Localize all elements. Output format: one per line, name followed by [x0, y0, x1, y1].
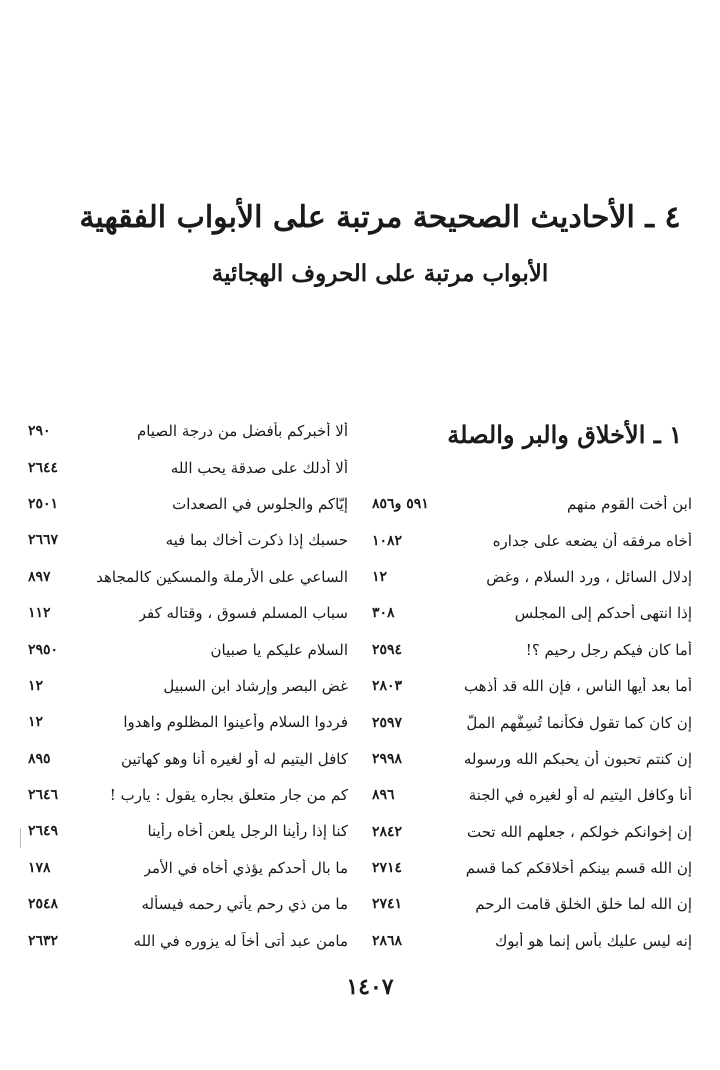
hadith-incipit: كافل اليتيم له أو لغيره أنا وهو كهاتين	[121, 749, 348, 768]
index-column-right	[372, 486, 692, 959]
hadith-incipit: إن إخوانكم خولكم ، جعلهم الله تحت	[467, 822, 692, 841]
page-number: ١٤٠٧	[346, 974, 394, 1000]
index-entry	[372, 741, 692, 777]
hadith-incipit: إدلال السائل ، ورد السلام ، وغض	[486, 567, 692, 586]
index-entry	[372, 486, 692, 522]
hadith-incipit: ما من ذي رحم يأتي رحمه فيسأله	[141, 895, 348, 914]
index-entry	[372, 632, 692, 668]
hadith-number: ٢٥٤٨	[28, 896, 59, 913]
hadith-incipit: كم من جار متعلق بجاره يقول : يارب !	[109, 786, 348, 805]
index-entry	[28, 813, 348, 849]
hadith-incipit: إن كان كما تقول فكأنما تُسِفُّهم الملَّ	[466, 713, 692, 732]
index-column-left	[28, 413, 348, 959]
hadith-incipit: كنا إذا رأينا الرجل يلعن أخاه رأينا	[147, 822, 348, 841]
hadith-incipit: إذا انتهى أحدكم إلى المجلس	[514, 604, 692, 623]
index-entry	[372, 814, 692, 850]
index-entry	[28, 413, 348, 449]
hadith-incipit: إن كنتم تحبون أن يحبكم الله ورسوله	[463, 749, 692, 768]
index-entry	[28, 777, 348, 813]
hadith-number: ٢٦٤٤	[28, 459, 59, 476]
hadith-number: ٢٦٦٧	[28, 532, 59, 549]
index-entry	[28, 850, 348, 886]
index-entry	[372, 595, 692, 631]
hadith-number: ٢٦٤٦	[28, 787, 59, 804]
hadith-number: ٨٩٦	[372, 787, 395, 804]
hadith-number: ٢٨٦٨	[372, 932, 403, 949]
hadith-number: ٢٩٥٠	[28, 641, 59, 658]
index-entry	[372, 923, 692, 959]
index-entry	[28, 704, 348, 740]
index-entry	[28, 886, 348, 922]
hadith-number: ٢٨٠٣	[372, 678, 403, 695]
hadith-incipit: ألا أدلك على صدقة يحب الله	[170, 458, 348, 477]
hadith-incipit: السلام عليكم يا صبيان	[210, 640, 348, 659]
index-entry	[28, 922, 348, 958]
index-entry	[28, 486, 348, 522]
index-entry	[28, 522, 348, 558]
index-entry	[28, 631, 348, 667]
hadith-incipit: الساعي على الأرملة والمسكين كالمجاهد	[96, 567, 348, 586]
index-entry	[372, 850, 692, 886]
hadith-number: ٢٦٣٢	[28, 932, 59, 949]
hadith-number: ١٢	[28, 677, 44, 694]
hadith-incipit: إيّاكم والجلوس في الصعدات	[172, 494, 348, 513]
hadith-number: ١٠٨٢	[372, 532, 403, 549]
margin-mark	[20, 828, 21, 848]
page-title: ٤ ـ الأحاديث الصحيحة مرتبة على الأبواب الفقهية	[79, 200, 681, 235]
hadith-incipit: أما كان فيكم رجل رحيم ؟!	[525, 640, 692, 659]
hadith-incipit: أنا وكافل اليتيم له أو لغيره في الجنة	[468, 786, 692, 805]
hadith-incipit: حسبك إذا ذكرت أخاك بما فيه	[165, 531, 348, 550]
page-subtitle: الأبواب مرتبة على الحروف الهجائية	[211, 260, 549, 287]
hadith-incipit: سباب المسلم فسوق ، وقتاله كفر	[138, 604, 348, 623]
hadith-incipit: أخاه مرفقه أن يضعه على جداره	[492, 531, 692, 550]
index-entry	[372, 777, 692, 813]
hadith-incipit: إن الله قسم بينكم أخلاقكم كما قسم	[465, 859, 692, 878]
index-entry	[372, 886, 692, 922]
hadith-incipit: ابن أخت القوم منهم	[566, 495, 692, 514]
hadith-number: ٢٧١٤	[372, 860, 403, 877]
hadith-incipit: مامن عبد أتى أخاً له يزوره في الله	[133, 931, 348, 950]
index-entry	[372, 559, 692, 595]
hadith-number: ٢٦٤٩	[28, 823, 59, 840]
hadith-incipit: ألا أخبركم بأفضل من درجة الصيام	[136, 422, 348, 441]
hadith-incipit: إنه ليس عليك بأس إنما هو أبوك	[494, 931, 692, 950]
hadith-number: ٥٩١ و٨٥٦	[372, 496, 429, 513]
hadith-incipit: ما بال أحدكم يؤذي أخاه في الأمر	[143, 858, 348, 877]
hadith-number: ١٢	[28, 714, 44, 731]
hadith-number: ٢٩٠	[28, 423, 51, 440]
hadith-number: ٨٩٧	[28, 568, 51, 585]
hadith-number: ٢٥٩٧	[372, 714, 403, 731]
index-entry	[28, 449, 348, 485]
hadith-incipit: أما بعد أيها الناس ، فإن الله قد أذهب	[463, 677, 692, 696]
index-entry	[28, 668, 348, 704]
hadith-number: ٢٥٠١	[28, 495, 59, 512]
hadith-number: ١١٢	[28, 605, 51, 622]
hadith-incipit: فردوا السلام وأعينوا المظلوم واهدوا	[123, 713, 348, 732]
index-entry	[28, 595, 348, 631]
index-entry	[372, 522, 692, 558]
hadith-number: ٣٠٨	[372, 605, 395, 622]
section-heading: ١ ـ الأخلاق والبر والصلة	[447, 420, 682, 449]
index-entry	[28, 559, 348, 595]
hadith-number: ١٧٨	[28, 859, 51, 876]
hadith-number: ٨٩٥	[28, 750, 51, 767]
hadith-number: ١٢	[372, 568, 388, 585]
hadith-number: ٢٥٩٤	[372, 641, 403, 658]
hadith-number: ٢٧٤١	[372, 896, 403, 913]
index-entry	[28, 741, 348, 777]
hadith-incipit: غض البصر وإرشاد ابن السبيل	[163, 676, 348, 695]
index-entry	[372, 704, 692, 740]
hadith-number: ٢٩٩٨	[372, 750, 403, 767]
hadith-incipit: إن الله لما خلق الخلق قامت الرحم	[475, 895, 692, 914]
index-entry	[372, 668, 692, 704]
hadith-number: ٢٨٤٢	[372, 823, 403, 840]
